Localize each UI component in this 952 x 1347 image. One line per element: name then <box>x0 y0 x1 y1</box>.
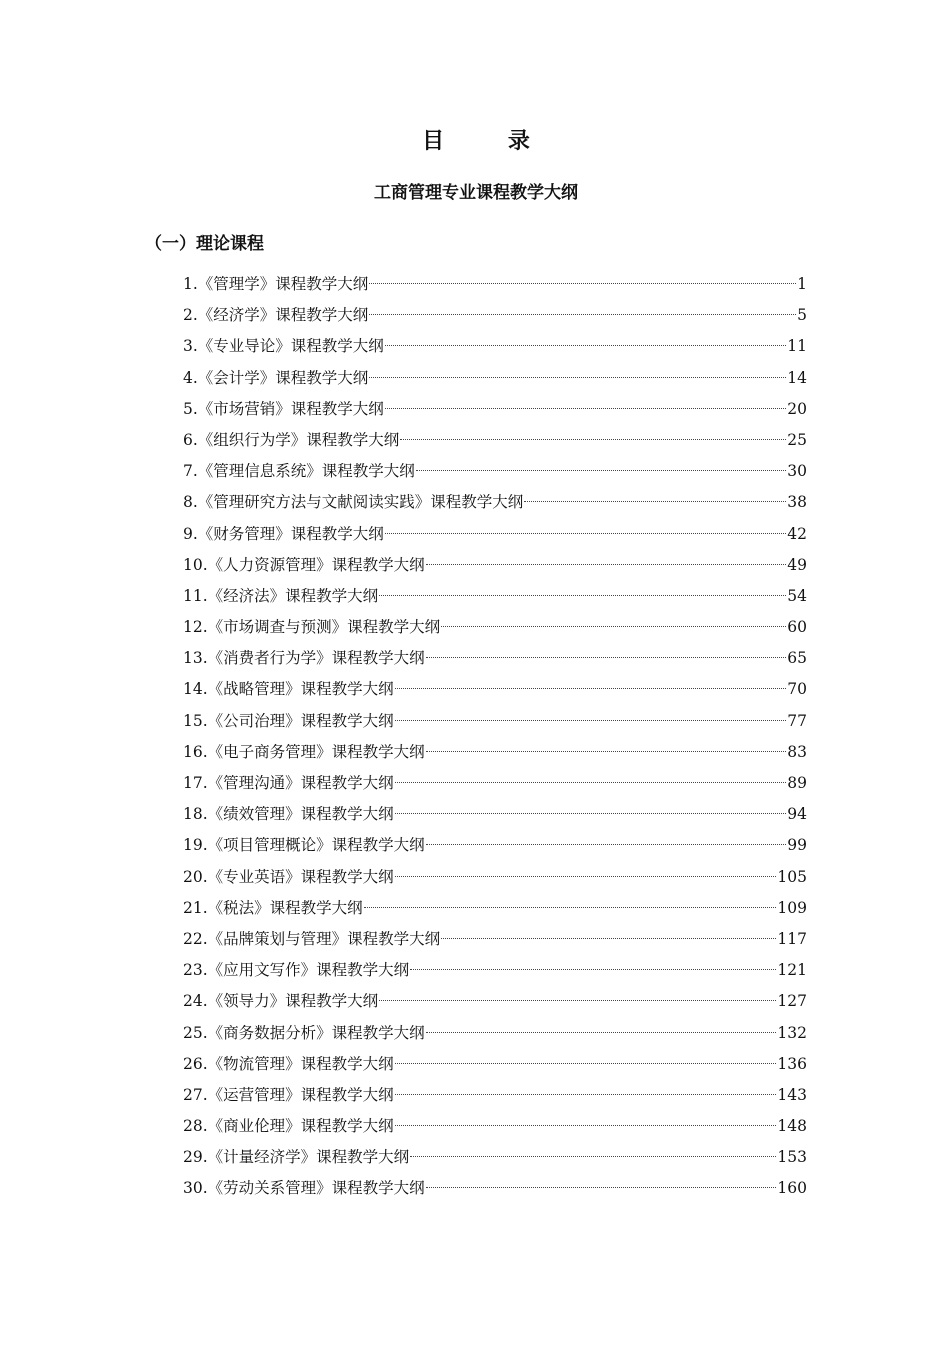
toc-entry-label: 12.《市场调查与预测》课程教学大纲 <box>183 618 441 637</box>
toc-entry[interactable] <box>183 519 807 550</box>
toc-entry[interactable] <box>183 643 807 674</box>
toc-entry[interactable] <box>183 550 807 581</box>
toc-entry-page-number: 30 <box>787 462 807 481</box>
toc-entry[interactable] <box>183 1142 807 1173</box>
toc-entry[interactable] <box>183 737 807 768</box>
toc-dot-leader <box>441 626 786 627</box>
toc-entry-label: 10.《人力资源管理》课程教学大纲 <box>183 555 425 574</box>
toc-entry[interactable] <box>183 1173 807 1204</box>
toc-entry-page-number: 121 <box>777 961 807 980</box>
toc-dot-leader <box>385 533 786 534</box>
toc-entry[interactable] <box>183 799 807 830</box>
toc-entry[interactable] <box>183 893 807 924</box>
toc-dot-leader <box>369 314 796 315</box>
toc-entry-page-number: 70 <box>787 680 807 699</box>
toc-entry[interactable] <box>183 300 807 331</box>
toc-entry[interactable] <box>183 1080 807 1111</box>
toc-entry-page-number: 94 <box>787 805 807 824</box>
toc-entry[interactable] <box>183 612 807 643</box>
toc-dot-leader <box>426 844 787 845</box>
toc-entry-label: 8.《管理研究方法与文献阅读实践》课程教学大纲 <box>183 493 524 512</box>
toc-entry[interactable] <box>183 1111 807 1142</box>
toc-entry[interactable] <box>183 363 807 394</box>
toc-entry-page-number: 54 <box>787 586 807 605</box>
toc-entry-label: 1.《管理学》课程教学大纲 <box>183 275 369 293</box>
toc-dot-leader <box>379 1000 776 1001</box>
toc-dot-leader <box>395 688 787 689</box>
toc-entry[interactable] <box>183 425 807 456</box>
toc-entry[interactable] <box>183 706 807 737</box>
toc-entry-page-number: 38 <box>787 493 807 512</box>
toc-entry-label: 13.《消费者行为学》课程教学大纲 <box>183 649 425 668</box>
toc-entry-page-number: 127 <box>777 992 807 1011</box>
toc-entry-label: 25.《商务数据分析》课程教学大纲 <box>183 1023 425 1042</box>
toc-entry-label: 19.《项目管理概论》课程教学大纲 <box>183 836 425 855</box>
toc-entry-page-number: 109 <box>777 898 807 917</box>
toc-entry-page-number: 136 <box>777 1054 807 1073</box>
toc-entry[interactable] <box>183 674 807 705</box>
toc-entry-page-number: 5 <box>797 306 807 325</box>
toc-entry-page-number: 83 <box>787 742 807 761</box>
toc-dot-leader <box>395 1125 777 1126</box>
toc-entry-page-number: 14 <box>787 368 807 387</box>
toc-entry[interactable] <box>183 924 807 955</box>
toc-entry[interactable] <box>183 1018 807 1049</box>
toc-entry-label: 2.《经济学》课程教学大纲 <box>183 306 369 325</box>
toc-entry[interactable] <box>183 830 807 861</box>
toc-dot-leader <box>426 1187 777 1188</box>
toc-entry-page-number: 60 <box>787 618 807 637</box>
toc-title: 目 录 <box>422 128 558 154</box>
toc-list <box>183 269 807 1205</box>
toc-entry-page-number: 65 <box>787 649 807 668</box>
toc-dot-leader <box>395 720 787 721</box>
toc-entry-page-number: 25 <box>787 430 807 449</box>
toc-entry-label: 5.《市场营销》课程教学大纲 <box>183 399 384 418</box>
toc-entry-label: 15.《公司治理》课程教学大纲 <box>183 711 394 730</box>
toc-entry-page-number: 117 <box>777 929 807 948</box>
toc-entry[interactable] <box>183 331 807 362</box>
toc-entry-label: 14.《战略管理》课程教学大纲 <box>183 680 394 699</box>
toc-entry[interactable] <box>183 955 807 986</box>
toc-dot-leader <box>385 345 786 346</box>
toc-entry-label: 30.《劳动关系管理》课程教学大纲 <box>183 1179 425 1198</box>
toc-dot-leader <box>385 408 786 409</box>
toc-dot-leader <box>524 501 786 502</box>
toc-dot-leader <box>426 751 787 752</box>
toc-dot-leader <box>395 813 787 814</box>
toc-entry-page-number: 1 <box>797 275 807 293</box>
toc-dot-leader <box>426 657 787 658</box>
toc-entry-label: 17.《管理沟通》课程教学大纲 <box>183 774 394 792</box>
toc-entry-page-number: 99 <box>787 836 807 855</box>
toc-entry-label: 16.《电子商务管理》课程教学大纲 <box>183 742 425 761</box>
toc-entry-page-number: 49 <box>787 555 807 574</box>
toc-entry[interactable] <box>183 394 807 425</box>
toc-dot-leader <box>395 876 777 877</box>
toc-entry-page-number: 89 <box>787 774 807 792</box>
toc-dot-leader <box>426 564 787 565</box>
toc-dot-leader <box>369 377 786 378</box>
toc-entry-label: 26.《物流管理》课程教学大纲 <box>183 1054 394 1073</box>
toc-entry-label: 18.《绩效管理》课程教学大纲 <box>183 805 394 824</box>
toc-entry-page-number: 132 <box>777 1023 807 1042</box>
toc-entry-page-number: 11 <box>787 337 807 356</box>
toc-entry-page-number: 143 <box>777 1085 807 1104</box>
toc-entry-page-number: 20 <box>787 399 807 418</box>
toc-dot-leader <box>395 782 787 783</box>
toc-entry-label: 27.《运营管理》课程教学大纲 <box>183 1085 394 1104</box>
toc-entry-label: 21.《税法》课程教学大纲 <box>183 898 363 917</box>
toc-entry-label: 20.《专业英语》课程教学大纲 <box>183 867 394 886</box>
toc-entry-label: 29.《计量经济学》课程教学大纲 <box>183 1148 410 1167</box>
toc-entry[interactable] <box>183 1049 807 1080</box>
toc-entry-label: 22.《品牌策划与管理》课程教学大纲 <box>183 929 441 948</box>
toc-dot-leader <box>395 1094 777 1095</box>
toc-entry-page-number: 77 <box>787 711 807 730</box>
toc-dot-leader <box>364 907 777 908</box>
toc-dot-leader <box>410 1156 776 1157</box>
toc-entry[interactable] <box>183 269 807 300</box>
toc-entry-label: 11.《经济法》课程教学大纲 <box>183 586 379 605</box>
toc-entry-label: 9.《财务管理》课程教学大纲 <box>183 524 384 543</box>
toc-entry[interactable] <box>183 581 807 612</box>
toc-dot-leader <box>410 969 776 970</box>
toc-entry-label: 3.《专业导论》课程教学大纲 <box>183 337 384 356</box>
toc-dot-leader <box>400 439 786 440</box>
toc-entry[interactable] <box>183 487 807 518</box>
toc-entry-label: 23.《应用文写作》课程教学大纲 <box>183 961 410 980</box>
toc-entry-label: 24.《领导力》课程教学大纲 <box>183 992 379 1011</box>
toc-entry-label: 6.《组织行为学》课程教学大纲 <box>183 430 400 449</box>
toc-dot-leader <box>426 1032 777 1033</box>
toc-dot-leader <box>416 470 786 471</box>
toc-entry-page-number: 148 <box>777 1117 807 1136</box>
toc-entry[interactable] <box>183 456 807 487</box>
document-subtitle: 工商管理专业课程教学大纲 <box>374 183 578 203</box>
toc-entry-page-number: 105 <box>777 867 807 886</box>
toc-entry[interactable] <box>183 986 807 1017</box>
toc-entry[interactable] <box>183 862 807 893</box>
toc-dot-leader <box>369 283 796 284</box>
toc-dot-leader <box>379 595 786 596</box>
toc-entry-page-number: 42 <box>787 524 807 543</box>
toc-entry-label: 28.《商业伦理》课程教学大纲 <box>183 1117 394 1136</box>
section-heading: （一）理论课程 <box>145 234 264 254</box>
toc-dot-leader <box>395 1063 777 1064</box>
toc-entry-page-number: 160 <box>777 1179 807 1198</box>
toc-dot-leader <box>441 938 776 939</box>
toc-entry[interactable] <box>183 768 807 799</box>
toc-entry-label: 4.《会计学》课程教学大纲 <box>183 368 369 387</box>
toc-entry-page-number: 153 <box>777 1148 807 1167</box>
toc-entry-label: 7.《管理信息系统》课程教学大纲 <box>183 462 415 481</box>
